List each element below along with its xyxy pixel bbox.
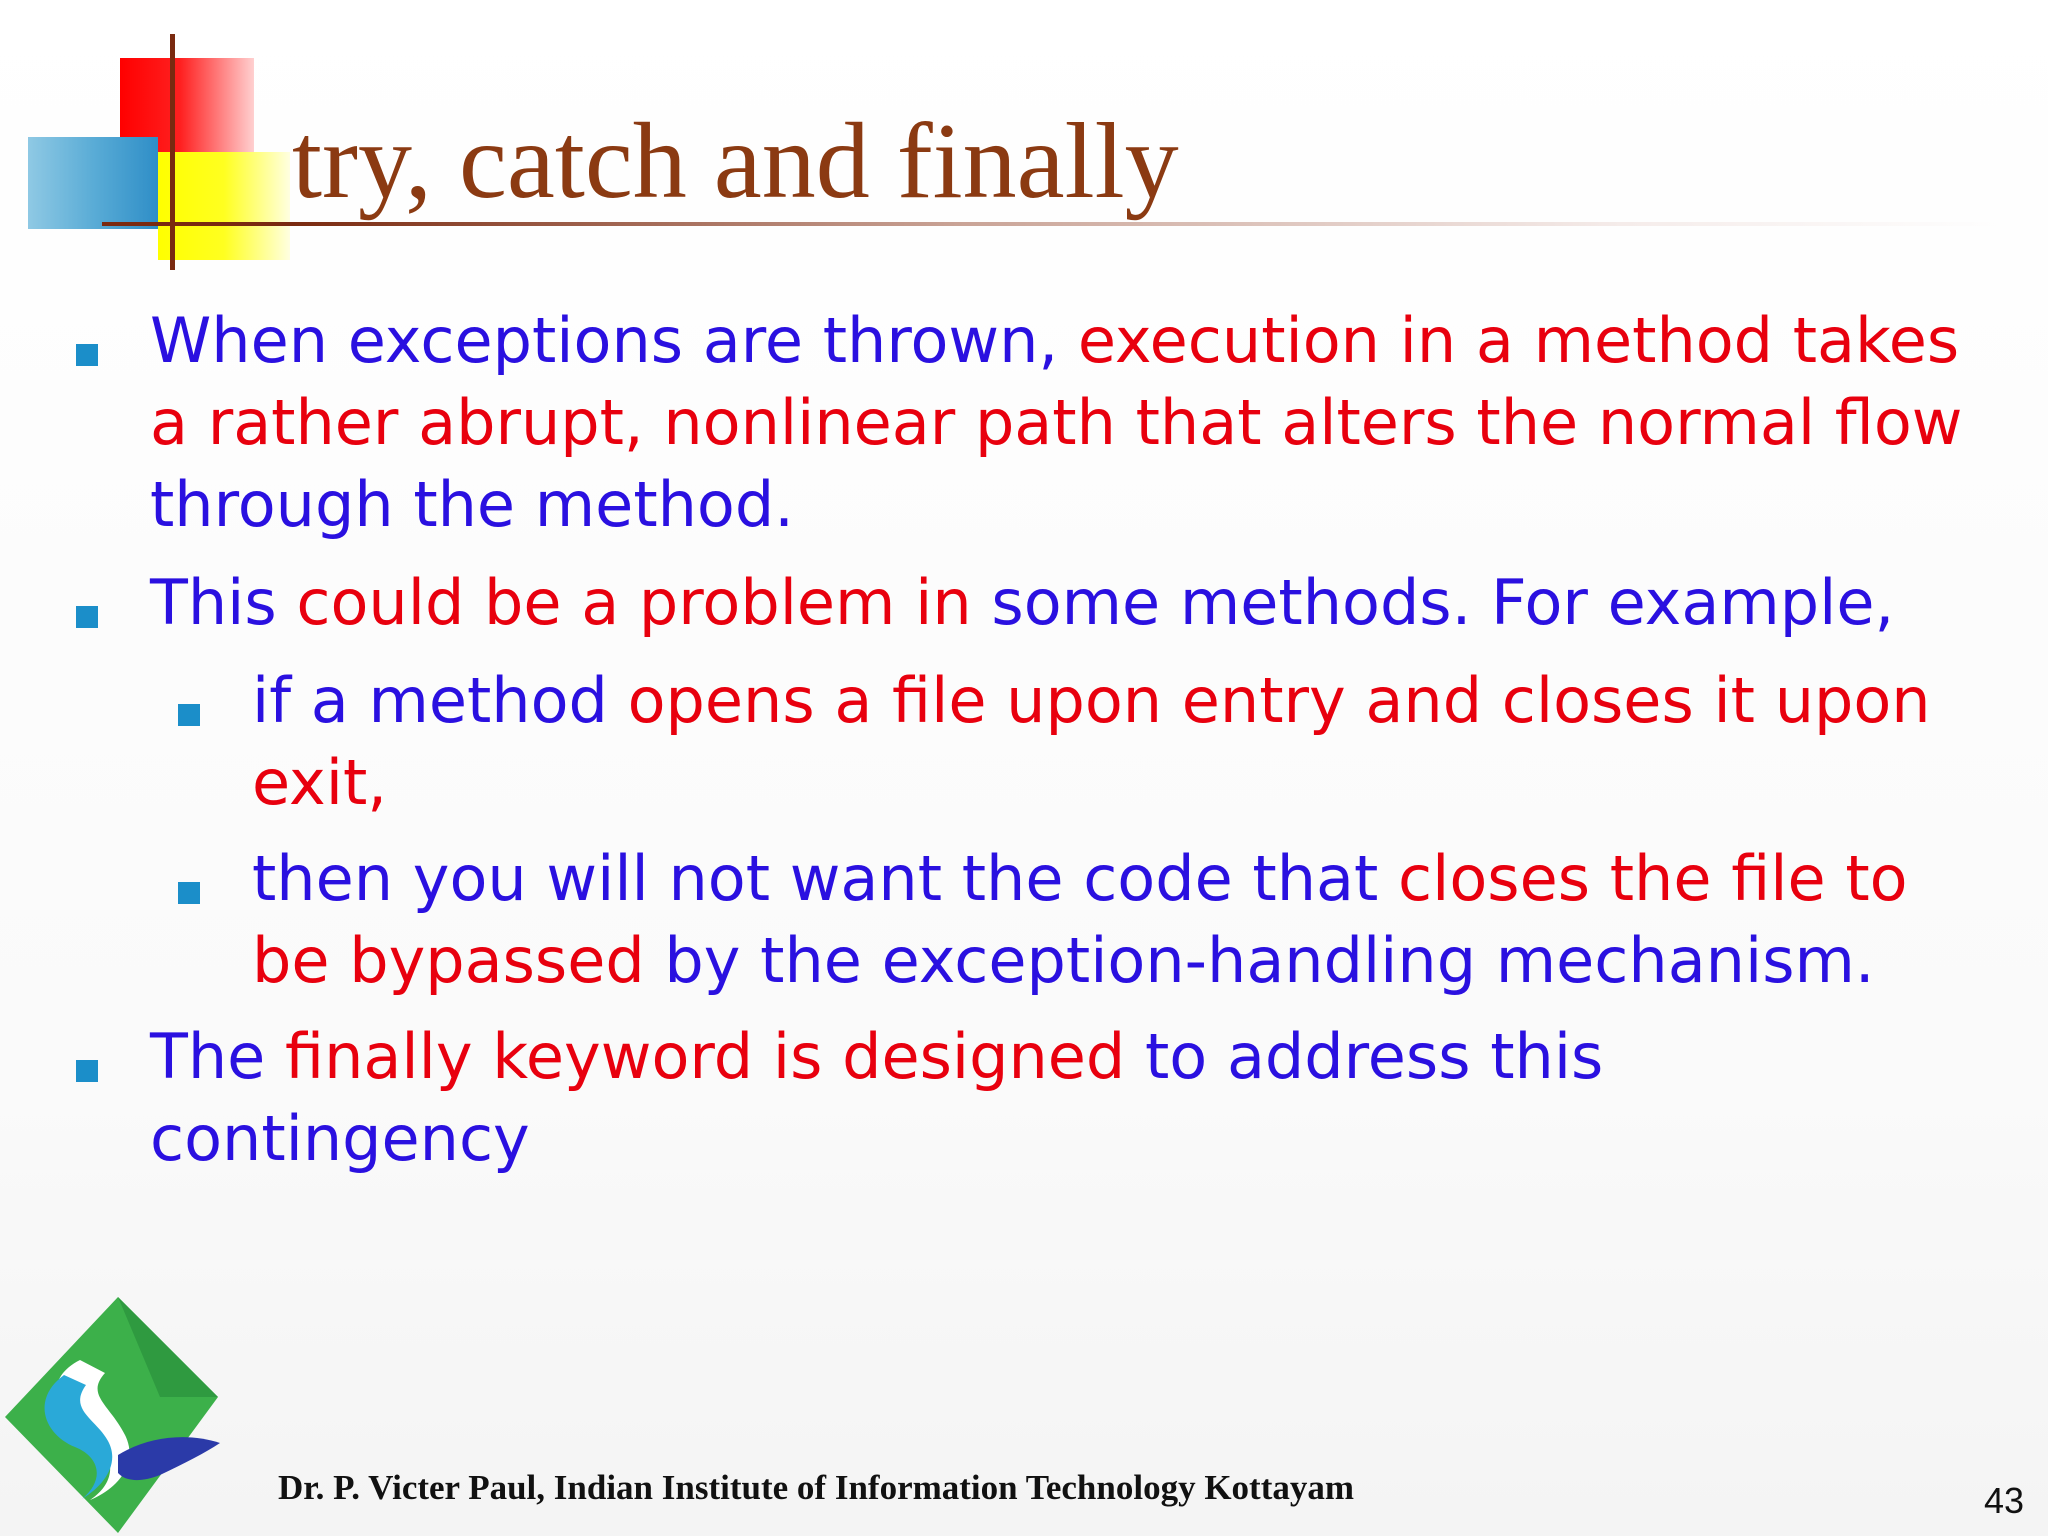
slide-number: 43 <box>1983 1480 2024 1521</box>
text-segment-blue: if a method <box>252 664 628 737</box>
bullet-square-icon <box>178 882 200 904</box>
slide-title: try, catch and finally <box>292 102 1179 221</box>
text-segment-blue: through the method. <box>150 468 794 541</box>
bullet-item <box>60 562 1990 644</box>
bullet-text <box>150 562 1990 644</box>
footer-credit: Dr. P. Victer Paul, Indian Institute of Information Technology Kottayam <box>278 1468 1355 1507</box>
text-segment-blue: some methods. For example, <box>971 566 1895 639</box>
bullet-item <box>60 1016 1990 1180</box>
slide-content <box>60 300 1990 1196</box>
bullet-text <box>252 660 1990 824</box>
text-segment-red: closes the file to be bypassed <box>252 842 1908 997</box>
text-segment-blue: to address this contingency <box>150 1020 1604 1175</box>
bullet-square-icon <box>76 344 98 366</box>
text-segment-red: opens a file upon entry and closes it upon exit, <box>252 664 1931 819</box>
bullet-square-icon <box>178 704 200 726</box>
bullet-list <box>60 300 1990 1180</box>
text-segment-blue: This <box>150 566 297 639</box>
text-segment-blue: then you will not want the code that <box>252 842 1399 915</box>
text-segment-red: could be a problem in <box>296 566 972 639</box>
sub-bullet-item <box>60 838 1990 1002</box>
text-segment-blue: by the exception-handling mechanism. <box>644 924 1875 997</box>
institute-logo-icon <box>0 1285 225 1535</box>
bullet-text <box>150 1016 1990 1180</box>
bullet-text <box>150 300 1990 546</box>
text-segment-blue: The <box>150 1020 286 1093</box>
decorative-blue-square <box>28 137 158 229</box>
decorative-yellow-square <box>158 152 290 260</box>
text-segment-blue: When exceptions are thrown, <box>150 304 1078 377</box>
bullet-item <box>60 300 1990 546</box>
text-segment-red: finally keyword is designed <box>285 1020 1126 1093</box>
bullet-text <box>252 838 1990 1002</box>
decorative-vertical-rule <box>170 34 175 270</box>
sub-bullet-item <box>60 660 1990 824</box>
bullet-square-icon <box>76 1060 98 1082</box>
title-underline-rule <box>102 222 2002 226</box>
text-segment-red: execution in a method takes a rather abrupt, nonlinear path that alters the normal flow <box>150 304 1963 459</box>
bullet-square-icon <box>76 606 98 628</box>
